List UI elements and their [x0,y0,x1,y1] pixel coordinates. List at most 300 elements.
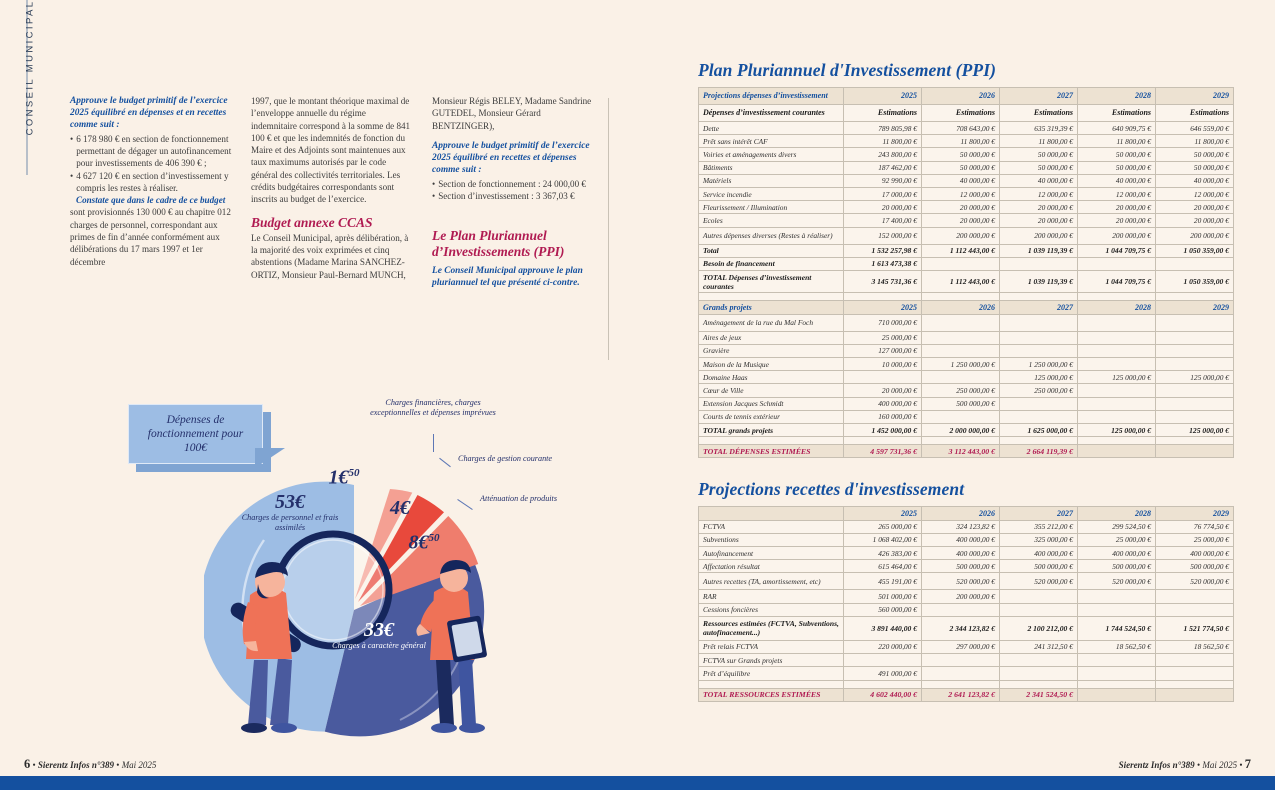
cell: 3 891 440,00 € [844,616,922,640]
cell [1000,331,1078,344]
row-label: Aménagement de la rue du Mal Foch [699,314,844,331]
person-left [241,562,297,733]
cell: 20 000,00 € [922,201,1000,214]
cell: 200 000,00 € [1000,227,1078,244]
cell [1078,688,1156,701]
cell [1078,590,1156,603]
cell: 50 000,00 € [922,148,1000,161]
table-row-total [699,257,1234,270]
row-label: Bâtiments [699,161,844,174]
table-row [699,201,1234,214]
cell: 25 000,00 € [1078,533,1156,546]
table-row [699,520,1234,533]
recettes-header-year: 2025 [844,507,922,520]
table-row [699,640,1234,653]
cell: 220 000,00 € [844,640,922,653]
cell: 20 000,00 € [922,214,1000,227]
cell [1156,314,1234,331]
footer-date: Mai 2025 [121,760,157,770]
grands-projets-year: 2028 [1078,301,1156,314]
row-label: FCTVA [699,520,844,533]
cell [1000,437,1078,445]
cell [922,344,1000,357]
cell: 20 000,00 € [844,384,922,397]
cell: 250 000,00 € [1000,384,1078,397]
table-row-header [699,507,1234,520]
footer-separator: • [1194,760,1203,770]
ppi-header-year: 2028 [1078,88,1156,105]
cell: 2 641 123,82 € [922,688,1000,701]
recettes-header-corner [699,507,844,520]
cell: 160 000,00 € [844,410,922,423]
heading-approuve-budget-recettes: Approuve le budget primitif de l’exercice 2025 équilibré en recettes et dépenses comme suit : [432,140,590,176]
cell [844,371,922,384]
callout-text: Dépenses de fonctionnement pour 100€ [128,404,263,464]
footer-page-number: 6 [24,757,31,771]
cell [922,603,1000,616]
cell: 635 319,39 € [1000,122,1078,135]
table-row-ressources-estimees [699,616,1234,640]
row-label: RAR [699,590,844,603]
cell: 455 191,00 € [844,573,922,590]
article-columns [70,95,620,291]
table-row [699,533,1234,546]
row-label: Prêt sans intérêt CAF [699,135,844,148]
cell: 297 000,00 € [922,640,1000,653]
grands-projets-header-label: Grands projets [699,301,844,314]
row-label: Cœur de Ville [699,384,844,397]
cell: 324 123,82 € [922,520,1000,533]
row-label: TOTAL Dépenses d’investissement courantes [699,271,844,293]
cell: 400 000,00 € [1156,547,1234,560]
right-page [698,60,1233,702]
leader-line-top [433,434,434,452]
cell: 400 000,00 € [922,547,1000,560]
cell: 40 000,00 € [1156,174,1234,187]
pie-value-financieres: 1€$^{50}$ [328,466,360,489]
cell [1000,410,1078,423]
cell: 50 000,00 € [1156,148,1234,161]
cell: 426 383,00 € [844,547,922,560]
cell [1000,397,1078,410]
recettes-title-rest: d'investissement [840,479,965,500]
ppi-title-rest: d'Investissement (PPI) [825,60,997,80]
cell: 187 462,00 € [844,161,922,174]
callout-tail [255,448,285,468]
cell: 560 000,00 € [844,603,922,616]
caption-attenuation: Atténuation de produits [480,494,558,503]
heading-approuve-budget-primitif: Approuve le budget primitif de l’exercice 2025 équilibré en dépenses et en recettes comme suit : [70,96,228,131]
cell: 152 000,00 € [844,227,922,244]
row-label: Domaine Haas [699,371,844,384]
pie-value-general: 33€ [364,619,394,641]
constate-bold-lead: Constate que dans le cadre de ce budget [76,195,226,206]
footer-publication: Sierentz Infos n°389 [1118,760,1195,770]
cell: 250 000,00 € [922,384,1000,397]
footer-date: Mai 2025 [1202,760,1238,770]
bullet-list-3 [432,178,595,203]
cell [1156,667,1234,680]
ppi-header-year: 2026 [922,88,1000,105]
cell: 2 664 119,39 € [1000,445,1078,458]
cell: 20 000,00 € [1156,201,1234,214]
ppi-table [698,87,1234,458]
cell [1156,384,1234,397]
cell: 20 000,00 € [1078,201,1156,214]
row-label: FCTVA sur Grands projets [699,654,844,667]
cell: 12 000,00 € [922,188,1000,201]
cell [1000,590,1078,603]
table-row [699,161,1234,174]
cell: 200 000,00 € [1156,227,1234,244]
bullet-text: 4 627 120 € en section d’investissement y compris les restes à réaliser. [76,170,229,193]
pie-label-attenuation [394,528,454,554]
table-row-total [699,271,1234,293]
cell: 355 212,00 € [1000,520,1078,533]
row-label: Prêt d’équilibre [699,667,844,680]
cell: 18 562,50 € [1156,640,1234,653]
ppi-subheader-cell: Estimations [922,105,1000,122]
table-row [699,227,1234,244]
cell: 520 000,00 € [922,573,1000,590]
bullet-text: Section d’investissement : 3 367,03 € [438,190,575,201]
cell: 200 000,00 € [1078,227,1156,244]
footer-separator-2: • [114,760,122,770]
cell: 20 000,00 € [1000,201,1078,214]
ppi-subheader-cell: Estimations [844,105,922,122]
cell [1078,314,1156,331]
pie-caption-personnel: Charges de personnel et frais assimilés [241,513,339,532]
cell: 50 000,00 € [1078,148,1156,161]
table-row [699,397,1234,410]
table-row-spacer [699,293,1234,301]
cell: 400 000,00 € [922,533,1000,546]
cell [844,437,922,445]
cell: 1 452 000,00 € [844,424,922,437]
cell: 1 250 000,00 € [1000,358,1078,371]
cell [1156,590,1234,603]
section-tab [0,0,52,790]
cell [1078,358,1156,371]
row-label: Cessions foncières [699,603,844,616]
pie-chart [204,466,504,745]
table-row-total [699,244,1234,257]
row-label: Voiries et aménagements divers [699,148,844,161]
cell: 3 112 443,00 € [922,445,1000,458]
cell: 1 112 443,00 € [922,271,1000,293]
bottom-bar [0,776,1275,790]
cell: 12 000,00 € [1156,188,1234,201]
cell: 241 312,50 € [1000,640,1078,653]
row-label: Service incendie [699,188,844,201]
cell: 200 000,00 € [922,227,1000,244]
cell: 50 000,00 € [1078,161,1156,174]
cell [1078,344,1156,357]
table-row [699,122,1234,135]
cell: 50 000,00 € [1000,161,1078,174]
table-row [699,371,1234,384]
grands-projets-year: 2025 [844,301,922,314]
cell [1078,654,1156,667]
cell: 1 112 443,00 € [922,244,1000,257]
cell: 20 000,00 € [1078,214,1156,227]
paragraph-constate [70,194,233,268]
footer-page-number: 7 [1244,757,1251,771]
ppi-subheader-cell: Estimations [1000,105,1078,122]
cell [844,654,922,667]
row-label: TOTAL RESSOURCES ESTIMÉES [699,688,844,701]
cell: 491 000,00 € [844,667,922,680]
cell: 500 000,00 € [1156,560,1234,573]
row-label: Aires de jeux [699,331,844,344]
cell [1156,680,1234,688]
table-row [699,331,1234,344]
footer-right [1119,757,1251,772]
footer-left [24,757,156,772]
cell [1000,257,1078,270]
paragraph-names: Monsieur Régis BELEY, Madame Sandrine GUTEDEL, Monsieur Gérard BENTZINGER), [432,96,592,131]
cell: 500 000,00 € [922,560,1000,573]
cell [1000,680,1078,688]
cell: 40 000,00 € [1000,174,1078,187]
cell [1078,257,1156,270]
ppi-title [698,60,1233,81]
cell: 17 000,00 € [844,188,922,201]
ppi-header-corner: Projections dépenses d’investissement [699,88,844,105]
footer-separator: • [30,760,38,770]
grands-projets-year: 2027 [1000,301,1078,314]
cell: 25 000,00 € [844,331,922,344]
constate-rest: sont provisionnés 130 000 € au chapitre 012 charges de personnel, correspondant aux primes de fin d’année conformément aux délibérations du 17 mars 1997 et 1er décembre [70,207,231,267]
cell [1078,384,1156,397]
cell: 4 602 440,00 € [844,688,922,701]
cell: 40 000,00 € [1078,174,1156,187]
table-row-spacer [699,437,1234,445]
cell: 265 000,00 € [844,520,922,533]
cell: 2 100 212,00 € [1000,616,1078,640]
cell: 3 145 731,36 € [844,271,922,293]
cell [1000,667,1078,680]
section-tab-label: CONSEIL MUNICIPAL [24,0,36,136]
cell: 127 000,00 € [844,344,922,357]
cell [1078,410,1156,423]
cell: 501 000,00 € [844,590,922,603]
cell [1000,603,1078,616]
cell [922,331,1000,344]
paragraph-ppi-approve: Le Conseil Municipal approuve le plan pluriannuel tel que présenté ci-contre. [432,266,583,289]
bullet-list-1 [70,133,233,194]
cell [1156,397,1234,410]
cell [1156,603,1234,616]
row-label: Autres dépenses diverses (Restes à réaliser) [699,227,844,244]
text-column-2 [251,95,414,291]
cell [1078,603,1156,616]
cell: 400 000,00 € [1000,547,1078,560]
pie-value-personnel: 53€ [275,491,305,513]
text-column-1 [70,95,233,291]
cell: 325 000,00 € [1000,533,1078,546]
row-label: Prêt relais FCTVA [699,640,844,653]
cell: 125 000,00 € [1078,424,1156,437]
pie-label-financieres [314,463,374,489]
table-row [699,344,1234,357]
ppi-title-bold: Plan Pluriannuel [698,60,826,80]
table-row [699,384,1234,397]
table-row-header [699,88,1234,105]
pie-label-gestion [372,498,428,519]
cell: 12 000,00 € [1078,188,1156,201]
cell: 17 400,00 € [844,214,922,227]
cell: 500 000,00 € [1078,560,1156,573]
cell: 4 597 731,36 € [844,445,922,458]
row-label: Ecoles [699,214,844,227]
cell [1000,654,1078,667]
cell: 2 341 524,50 € [1000,688,1078,701]
heading-budget-annexe-ccas: Budget annexe CCAS [251,214,373,230]
cell [1078,331,1156,344]
cell: 1 044 709,75 € [1078,244,1156,257]
cell: 520 000,00 € [1000,573,1078,590]
cell [699,293,844,301]
row-label: Autres recettes (TA, amortissement, etc) [699,573,844,590]
cell [699,437,844,445]
cell: 640 909,75 € [1078,122,1156,135]
row-label: Courts de tennis extérieur [699,410,844,423]
footer-separator-2: • [1237,760,1245,770]
cell: 400 000,00 € [1078,547,1156,560]
cell [922,437,1000,445]
cell [1000,293,1078,301]
recettes-table [698,506,1234,701]
cell [922,371,1000,384]
table-row [699,174,1234,187]
table-row [699,135,1234,148]
ppi-subheader-label: Dépenses d’investissement courantes [699,105,844,122]
row-label: Ressources estimées (FCTVA, Subventions, autofinacement...) [699,616,844,640]
table-row-header-grands-projets [699,301,1234,314]
table-row [699,358,1234,371]
ppi-header-year: 2027 [1000,88,1078,105]
cell: 520 000,00 € [1156,573,1234,590]
bullet-text: Section de fonctionnement : 24 000,00 € [438,178,586,189]
cell [1156,654,1234,667]
pie-value-gestion: 4€ [390,497,410,519]
recettes-title-bold: Projections recettes [698,479,841,500]
cell: 1 744 524,50 € [1078,616,1156,640]
row-label: Matériels [699,174,844,187]
table-row [699,188,1234,201]
row-label: Subventions [699,533,844,546]
cell: 11 800,00 € [1156,135,1234,148]
list-item: • Section d’investissement : 3 367,03 € [432,190,575,201]
list-item: • 4 627 120 € en section d’investissement y compris les restes à réaliser. [70,170,233,195]
heading-plan-pluriannuel: Le Plan Pluriannuel d’Investissements (PPI) [432,228,565,259]
pie-value-attenuation: 8€$^{50}$ [408,531,440,554]
cell [1000,344,1078,357]
cell [922,314,1000,331]
row-label: Extension Jacques Schmidt [699,397,844,410]
cell: 1 521 774,50 € [1156,616,1234,640]
cell: 92 990,00 € [844,174,922,187]
table-row-subheader [699,105,1234,122]
ppi-subheader-cell: Estimations [1156,105,1234,122]
row-label: Affectation résultat [699,560,844,573]
cell [1078,680,1156,688]
cell: 11 800,00 € [1078,135,1156,148]
row-label: Maison de la Musique [699,358,844,371]
cell: 2 000 000,00 € [922,424,1000,437]
cell: 20 000,00 € [1156,214,1234,227]
leader-line-gestion [439,458,451,467]
pie-caption-general: Charges à caractère général [332,641,426,650]
cell [922,293,1000,301]
table-row-total [699,424,1234,437]
row-label: Dette [699,122,844,135]
row-label: Besoin de financement [699,257,844,270]
table-row-grand-total [699,688,1234,701]
cell [699,680,844,688]
caption-charges-gestion: Charges de gestion courante [458,454,553,463]
cell: 1 039 119,39 € [1000,271,1078,293]
table-row-spacer [699,680,1234,688]
cell: 11 800,00 € [922,135,1000,148]
cell [1156,688,1234,701]
cell [1156,293,1234,301]
table-row [699,654,1234,667]
cell: 615 464,00 € [844,560,922,573]
cell [922,667,1000,680]
pie-label-personnel [230,492,350,532]
cell: 2 344 123,82 € [922,616,1000,640]
table-row [699,214,1234,227]
ppi-header-year: 2029 [1156,88,1234,105]
table-row [699,590,1234,603]
cell: 50 000,00 € [922,161,1000,174]
cell [1156,437,1234,445]
cell: 1 044 709,75 € [1078,271,1156,293]
cell: 789 805,98 € [844,122,922,135]
cell [1078,293,1156,301]
cell [1078,437,1156,445]
cell: 20 000,00 € [1000,214,1078,227]
recettes-title [698,479,1233,500]
table-row [699,410,1234,423]
cell [922,680,1000,688]
cell: 12 000,00 € [1000,188,1078,201]
cell: 500 000,00 € [1000,560,1078,573]
infographic-depenses-fonctionnement [118,382,558,750]
cell: 50 000,00 € [1000,148,1078,161]
cell: 1 250 000,00 € [922,358,1000,371]
recettes-header-year: 2028 [1078,507,1156,520]
list-item: • 6 178 980 € en section de fonctionnement permettant de dégager un autofinancement pour investissements de 406 390 € ; [70,133,232,169]
cell: 10 000,00 € [844,358,922,371]
recettes-header-year: 2026 [922,507,1000,520]
grands-projets-year: 2029 [1156,301,1234,314]
cell: 50 000,00 € [1156,161,1234,174]
cell [1156,358,1234,371]
cell: 40 000,00 € [922,174,1000,187]
table-row [699,667,1234,680]
cell [1000,314,1078,331]
cell: 243 800,00 € [844,148,922,161]
bullet-text: 6 178 980 € en section de fonctionnement permettant de dégager un autofinancement pour investissements de 406 390 € ; [76,133,232,169]
cell [1078,397,1156,410]
paragraph-ccas: Le Conseil Municipal, après délibération, à la majorité des voix exprimées et cinq abstentions (Madame Marina SANCHEZ-ORTIZ, Monsieur Paul-Bernard MUNCH, [251,232,409,280]
cell [922,410,1000,423]
row-label: Gravière [699,344,844,357]
recettes-header-year: 2029 [1156,507,1234,520]
